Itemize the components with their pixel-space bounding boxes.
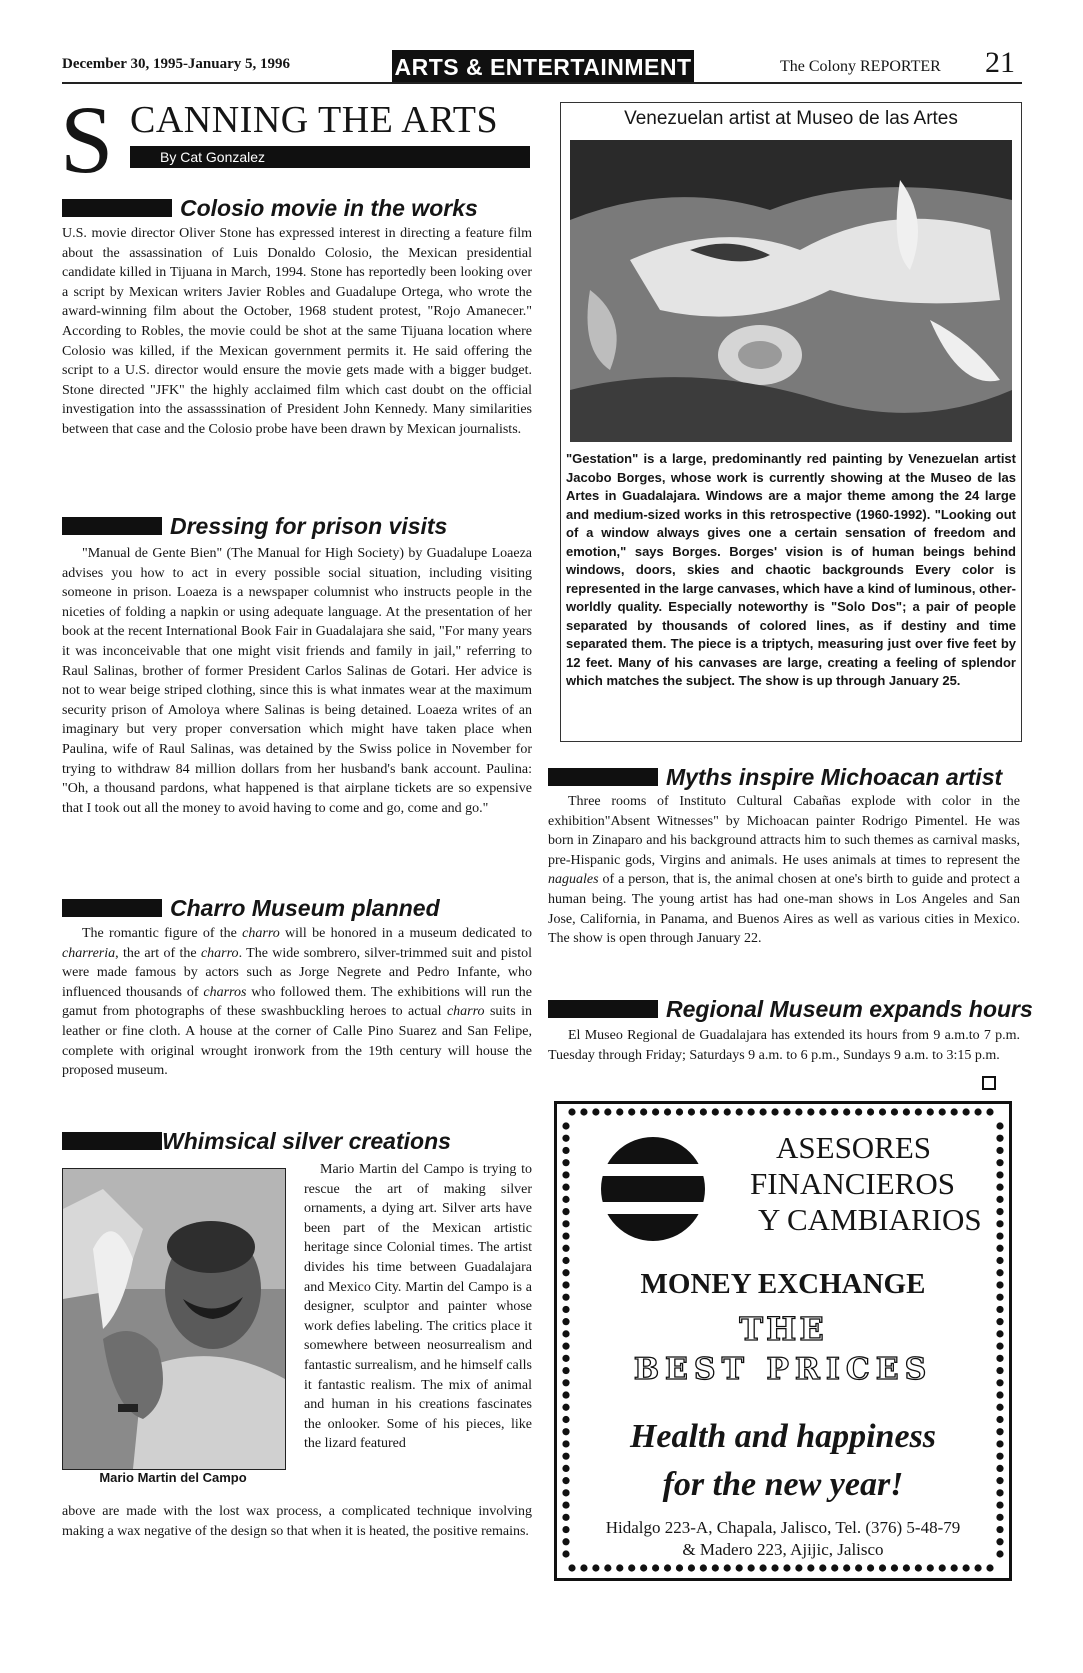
prison-headline-row <box>62 513 447 539</box>
charro-body: The romantic figure of the charro will be honored in a museum dedicated to charreria, the art of the charro. The wide sombrero, silver-trimmed suit and pistol were made famous by actors such as Jorge Negrete and Pedro Infante, who influenced thousands of charros who followed them. The exhibitions will run the gamut from photographs of these swashbuckling heroes to actual charro suits in leather or fine cloth. A house at the corner of Calle Pino Suarez and San Felipe, complete with original wrought ironwork from the 19th century will house the proposed museum. <box>62 926 532 1079</box>
ad-company-line1: ASESORES <box>776 1130 932 1165</box>
regional-headline-row <box>548 996 1033 1022</box>
myths-headline-row <box>548 764 1002 790</box>
myths-headline: Myths inspire Michoacan artist <box>666 764 1003 790</box>
feature-caption: "Gestation" is a large, predominantly red painting by Venezuelan artist Jacobo Borges, whose work is currently showing at the Museo de las Artes in Guadalajara. Windows are a major theme among the 24 large and medium-sized works in this retrospective (1960-1992). "Looking out of a window always gives one a certain sensation of freedom and emotion," says Borges. Borges' vision is of human beings behind windows, doors, skies and chaotic backgrounds Every color is represented in the large canvases, which have a kind of luminous, other-worldly quality. Especially noteworthy is "Solo Dos"; a pair of people separated by thousands of colored lines, as if destiny and time separated them. The piece is a triptych, measuring just over five feet by 12 feet. Many of his canvases are large, creating a feeling of splendor which matches the subject. The show is up through January 25. <box>566 451 1016 688</box>
regional-headline: Regional Museum expands hours <box>666 996 1033 1022</box>
headline-bar <box>62 517 162 535</box>
drop-cap: S <box>60 86 114 193</box>
prison-headline: Dressing for prison visits <box>170 513 448 539</box>
section-banner: ARTS & ENTERTAINMENT <box>392 50 694 84</box>
headline-bar <box>62 1132 162 1150</box>
headline-bar <box>62 899 162 917</box>
myths-body: Three rooms of Instituto Cultural Cabañas explode with color in the exhibition"Absent Witnesses" by Michoacan painter Rodrigo Pimentel. He was born in Zinaparo and his background attracts him to such themes as carnival masks, pre-Hispanic gods, Virgins and animals. He uses animals at times to represent the naguales of a person, that is, the animal chosen at one's birth to guide and protect a human being. The young artist has had one-man shows in Los Angeles and San Jose, California, in Panama, and Buenos Aires as well as various cities in Mexico. The show is open through January 22. <box>548 794 1020 947</box>
ad-greeting-line1: Health and happiness <box>629 1418 937 1455</box>
photo-caption: Mario Martin del Campo <box>99 1470 247 1485</box>
newspaper-name: The Colony REPORTER <box>780 58 941 75</box>
ad-address-line1: Hidalgo 223-A, Chapala, Jalisco, Tel. (376) 5-48-79 <box>605 1518 961 1537</box>
colosio-body: U.S. movie director Oliver Stone has expressed interest in directing a feature film about the assassination of Luis Donaldo Colosio, the Mexican presidential candidate killed in Tijuana in March, 1994. Stone has reportedly been looking over a script by Mexican writers Javier Robles and Guadalupe Ortega, who wrote the award-winning film about the October, 1968 student protest, "Rojo Amanecer." According to Robles, the movie could be shot at the same Tijuana location where Colosio was killed, if the Mexican government permits it. He said offering the script to a U.S. director would ensure the movie gets made with a bigger budget. Stone directed "JFK" the highly acclaimed film which cast doubt on the official investigation into the assasssination of President John Kennedy. Many similarities between that case and the Colosio probe have been drawn by Mexican journalists. <box>62 226 532 437</box>
ad-company-line2: FINANCIEROS <box>750 1166 955 1201</box>
masthead-rule <box>62 82 1022 84</box>
ad-the: THE <box>739 1310 827 1348</box>
ad-logo-icon <box>598 1134 708 1244</box>
ad-dot-border-bottom <box>566 1562 996 1574</box>
page-number: 21 <box>985 46 1015 79</box>
end-mark <box>982 1076 996 1090</box>
headline-bar <box>62 199 172 217</box>
headline-bar <box>548 768 658 786</box>
painting-image <box>570 140 1012 442</box>
ad-dot-border-top <box>566 1106 996 1118</box>
colosio-headline-row <box>62 195 478 221</box>
ad-money-exchange: MONEY EXCHANGE <box>640 1268 926 1300</box>
artist-photo <box>62 1168 286 1470</box>
ad-company-line3: Y CAMBIARIOS <box>758 1202 982 1237</box>
colosio-headline: Colosio movie in the works <box>180 195 478 221</box>
silver-headline: Whimsical silver creations <box>162 1128 451 1154</box>
ad-greeting-line2: for the new year! <box>662 1466 904 1503</box>
charro-headline: Charro Museum planned <box>170 895 440 921</box>
feature-title: Venezuelan artist at Museo de las Artes <box>624 108 958 129</box>
dateline: December 30, 1995-January 5, 1996 <box>62 56 291 72</box>
ad-address-line2: & Madero 223, Ajijic, Jalisco <box>682 1540 884 1559</box>
column-title: CANNING THE ARTS <box>130 99 499 141</box>
silver-headline-row <box>62 1128 451 1154</box>
headline-bar <box>548 1000 658 1018</box>
regional-body: El Museo Regional de Guadalajara has extended its hours from 9 a.m.to 7 p.m. Tuesday through Friday; Saturdays 9 a.m. to 6 p.m., Sundays 9 a.m. to 3:15 p.m. <box>548 1028 1020 1063</box>
prison-body: "Manual de Gente Bien" (The Manual for High Society) by Guadalupe Loaeza advises you how to act in every possible social situation, including visiting someone in prison. Loaeza is a newspaper columnist who instructs people in the niceties of folding a napkin or using adequate language. At the presentation of her book at the recent International Book Fair in Guadalajara she said, "For many years it was inconceivable that one might visit friends and family in jail," referring to Raul Salinas, brother of former President Carlos Salinas de Gotari. Her advice is not to wear beige striped clothing, since this is what inmates wear at the maximum security prison of Amoloya where Salinas is being detained. Loaeza writes of an imaginary but very proper conversation which might have taken place when Paulina, wife of Raul Salinas, was detained by the Swiss police in November for trying to withdraw 84 million dollars from her husband's bank account. Paulina: "Oh, a thousand pardons, what happened is that airplane tickets are so expensive that I took out all the money to avoid having to come and go, come and go." <box>62 546 532 816</box>
silver-body-narrow: Mario Martin del Campo is trying to rescue the art of making silver ornaments, a dying art. Silver arts have been part of the Mexican artistic heritage since Colonial times. The artist divides his time between Guadalajara and Mexico City. Martin del Campo is a designer, sculptor and painter whose work defies labeling. The critics place it somewhere between neosurrealism and fantastic surrealism, and he himself calls it fantastic realism. The mix of animal and human in his creations fascinates the onlooker. Some of his pieces, like the lizard featured <box>304 1162 532 1452</box>
charro-headline-row <box>62 895 440 921</box>
byline: By Cat Gonzalez <box>130 146 530 168</box>
silver-body-wide: above are made with the lost wax process, a complicated technique involving making a wax negative of the design so that when it is heated, the positive remains. <box>62 1504 532 1539</box>
ad-best-prices: BEST PRICES <box>633 1352 933 1387</box>
